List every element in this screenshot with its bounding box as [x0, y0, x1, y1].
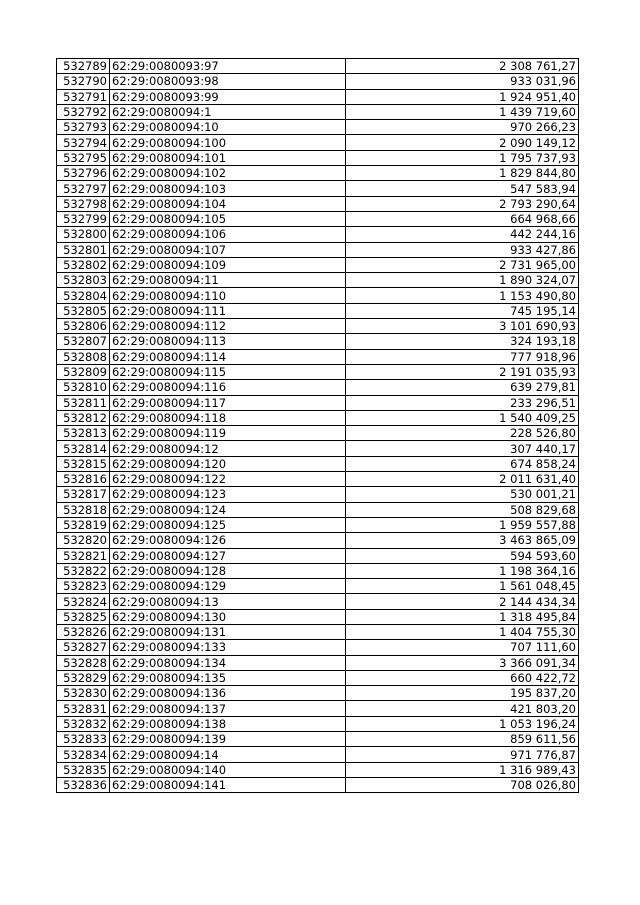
cadastral-value-cell: 674 858,24: [346, 456, 579, 471]
table-row: [57, 319, 579, 334]
table-row: [57, 716, 579, 731]
row-number-cell: 532819: [57, 517, 110, 532]
cadastral-number-cell: 62:29:0080094:13: [110, 594, 346, 609]
table-row: [57, 686, 579, 701]
table-row: [57, 273, 579, 288]
row-number-cell: 532815: [57, 456, 110, 471]
table-row: [57, 89, 579, 104]
cadastral-value-cell: 530 001,21: [346, 487, 579, 502]
row-number-cell: 532804: [57, 288, 110, 303]
cadastral-value-cell: 2 793 290,64: [346, 196, 579, 211]
row-number-cell: 532793: [57, 120, 110, 135]
table-row: [57, 426, 579, 441]
cadastral-number-cell: 62:29:0080094:123: [110, 487, 346, 502]
cadastral-number-cell: 62:29:0080094:138: [110, 716, 346, 731]
cadastral-number-cell: 62:29:0080094:117: [110, 395, 346, 410]
cadastral-value-cell: 547 583,94: [346, 181, 579, 196]
table-row: [57, 211, 579, 226]
cadastral-number-cell: 62:29:0080094:107: [110, 242, 346, 257]
cadastral-value-cell: 639 279,81: [346, 380, 579, 395]
row-number-cell: 532824: [57, 594, 110, 609]
table-row: [57, 670, 579, 685]
row-number-cell: 532832: [57, 716, 110, 731]
table-row: [57, 74, 579, 89]
row-number-cell: 532816: [57, 472, 110, 487]
table-row: [57, 59, 579, 74]
row-number-cell: 532799: [57, 211, 110, 226]
cadastral-number-cell: 62:29:0080094:133: [110, 640, 346, 655]
cadastral-number-cell: 62:29:0080093:98: [110, 74, 346, 89]
row-number-cell: 532831: [57, 701, 110, 716]
table-row: [57, 104, 579, 119]
cadastral-number-cell: 62:29:0080094:139: [110, 732, 346, 747]
row-number-cell: 532798: [57, 196, 110, 211]
cadastral-value-cell: 708 026,80: [346, 777, 579, 792]
cadastral-value-cell: 2 191 035,93: [346, 364, 579, 379]
row-number-cell: 532796: [57, 166, 110, 181]
cadastral-value-cell: 707 111,60: [346, 640, 579, 655]
row-number-cell: 532806: [57, 319, 110, 334]
cadastral-number-cell: 62:29:0080094:140: [110, 762, 346, 777]
cadastral-value-cell: 508 829,68: [346, 502, 579, 517]
row-number-cell: 532821: [57, 548, 110, 563]
row-number-cell: 532833: [57, 732, 110, 747]
cadastral-value-cell: 421 803,20: [346, 701, 579, 716]
cadastral-value-cell: 3 366 091,34: [346, 655, 579, 670]
cadastral-number-cell: 62:29:0080094:11: [110, 273, 346, 288]
table-row: [57, 410, 579, 425]
cadastral-number-cell: 62:29:0080094:128: [110, 563, 346, 578]
row-number-cell: 532825: [57, 609, 110, 624]
table-row: [57, 120, 579, 135]
row-number-cell: 532809: [57, 364, 110, 379]
row-number-cell: 532792: [57, 104, 110, 119]
cadastral-value-cell: 1 404 755,30: [346, 624, 579, 639]
cadastral-value-cell: 1 053 196,24: [346, 716, 579, 731]
row-number-cell: 532822: [57, 563, 110, 578]
cadastral-value-cell: 664 968,66: [346, 211, 579, 226]
cadastral-value-cell: 1 318 495,84: [346, 609, 579, 624]
table-row: [57, 242, 579, 257]
cadastral-value-cell: 933 427,86: [346, 242, 579, 257]
table-row: [57, 257, 579, 272]
table-row: [57, 609, 579, 624]
row-number-cell: 532789: [57, 59, 110, 74]
cadastral-value-cell: 233 296,51: [346, 395, 579, 410]
table-row: [57, 701, 579, 716]
table-row: [57, 334, 579, 349]
cadastral-value-cell: 971 776,87: [346, 747, 579, 762]
row-number-cell: 532817: [57, 487, 110, 502]
cadastral-number-cell: 62:29:0080094:106: [110, 227, 346, 242]
row-number-cell: 532818: [57, 502, 110, 517]
cadastral-value-cell: 3 463 865,09: [346, 533, 579, 548]
cadastral-number-cell: 62:29:0080094:129: [110, 579, 346, 594]
cadastral-value-cell: 1 439 719,60: [346, 104, 579, 119]
cadastral-value-cell: 594 593,60: [346, 548, 579, 563]
cadastral-value-cell: 777 918,96: [346, 349, 579, 364]
table-row: [57, 533, 579, 548]
table-row: [57, 166, 579, 181]
cadastral-number-cell: 62:29:0080094:104: [110, 196, 346, 211]
cadastral-number-cell: 62:29:0080094:100: [110, 135, 346, 150]
cadastral-value-cell: 859 611,56: [346, 732, 579, 747]
table-row: [57, 563, 579, 578]
cadastral-number-cell: 62:29:0080094:14: [110, 747, 346, 762]
table-row: [57, 135, 579, 150]
cadastral-value-cell: 307 440,17: [346, 441, 579, 456]
table-row: [57, 502, 579, 517]
row-number-cell: 532797: [57, 181, 110, 196]
row-number-cell: 532820: [57, 533, 110, 548]
cadastral-number-cell: 62:29:0080094:111: [110, 303, 346, 318]
cadastral-value-cell: 2 144 434,34: [346, 594, 579, 609]
row-number-cell: 532800: [57, 227, 110, 242]
row-number-cell: 532835: [57, 762, 110, 777]
cadastral-number-cell: 62:29:0080094:12: [110, 441, 346, 456]
row-number-cell: 532791: [57, 89, 110, 104]
table-row: [57, 472, 579, 487]
row-number-cell: 532814: [57, 441, 110, 456]
cadastral-number-cell: 62:29:0080094:103: [110, 181, 346, 196]
table-row: [57, 777, 579, 792]
cadastral-number-cell: 62:29:0080093:99: [110, 89, 346, 104]
row-number-cell: 532812: [57, 410, 110, 425]
row-number-cell: 532795: [57, 150, 110, 165]
cadastral-value-cell: 324 193,18: [346, 334, 579, 349]
row-number-cell: 532794: [57, 135, 110, 150]
cadastral-value-cell: 2 308 761,27: [346, 59, 579, 74]
table-row: [57, 487, 579, 502]
row-number-cell: 532790: [57, 74, 110, 89]
table-row: [57, 655, 579, 670]
cadastral-value-cell: 2 731 965,00: [346, 257, 579, 272]
cadastral-value-cell: 1 561 048,45: [346, 579, 579, 594]
cadastral-number-cell: 62:29:0080094:131: [110, 624, 346, 639]
cadastral-value-cell: 970 266,23: [346, 120, 579, 135]
row-number-cell: 532826: [57, 624, 110, 639]
table-row: [57, 579, 579, 594]
cadastral-number-cell: 62:29:0080094:124: [110, 502, 346, 517]
cadastral-value-cell: 2 090 149,12: [346, 135, 579, 150]
cadastral-number-cell: 62:29:0080094:112: [110, 319, 346, 334]
cadastral-number-cell: 62:29:0080094:122: [110, 472, 346, 487]
table-row: [57, 762, 579, 777]
cadastral-value-cell: 660 422,72: [346, 670, 579, 685]
table-row: [57, 196, 579, 211]
cadastral-value-cell: 1 153 490,80: [346, 288, 579, 303]
table-row: [57, 303, 579, 318]
table-row: [57, 395, 579, 410]
cadastral-number-cell: 62:29:0080094:10: [110, 120, 346, 135]
cadastral-number-cell: 62:29:0080094:1: [110, 104, 346, 119]
table-row: [57, 441, 579, 456]
table-row: [57, 624, 579, 639]
cadastral-value-cell: 1 924 951,40: [346, 89, 579, 104]
cadastral-value-cell: 1 959 557,88: [346, 517, 579, 532]
cadastral-number-cell: 62:29:0080094:126: [110, 533, 346, 548]
table-row: [57, 181, 579, 196]
row-number-cell: 532836: [57, 777, 110, 792]
row-number-cell: 532801: [57, 242, 110, 257]
cadastral-value-cell: 195 837,20: [346, 686, 579, 701]
cadastral-number-cell: 62:29:0080094:114: [110, 349, 346, 364]
table-row: [57, 456, 579, 471]
table-row: [57, 640, 579, 655]
cadastral-value-cell: 442 244,16: [346, 227, 579, 242]
row-number-cell: 532830: [57, 686, 110, 701]
cadastral-value-cell: 1 198 364,16: [346, 563, 579, 578]
cadastral-number-cell: 62:29:0080094:125: [110, 517, 346, 532]
cadastral-value-table: [56, 58, 579, 793]
row-number-cell: 532807: [57, 334, 110, 349]
row-number-cell: 532828: [57, 655, 110, 670]
table-body: [57, 59, 579, 793]
cadastral-number-cell: 62:29:0080094:105: [110, 211, 346, 226]
cadastral-number-cell: 62:29:0080094:110: [110, 288, 346, 303]
cadastral-number-cell: 62:29:0080094:135: [110, 670, 346, 685]
cadastral-number-cell: 62:29:0080094:130: [110, 609, 346, 624]
cadastral-number-cell: 62:29:0080094:113: [110, 334, 346, 349]
table-row: [57, 364, 579, 379]
cadastral-value-cell: 3 101 690,93: [346, 319, 579, 334]
row-number-cell: 532802: [57, 257, 110, 272]
cadastral-value-cell: 1 890 324,07: [346, 273, 579, 288]
row-number-cell: 532834: [57, 747, 110, 762]
cadastral-number-cell: 62:29:0080094:109: [110, 257, 346, 272]
cadastral-value-cell: 1 795 737,93: [346, 150, 579, 165]
cadastral-number-cell: 62:29:0080094:120: [110, 456, 346, 471]
table-row: [57, 288, 579, 303]
cadastral-number-cell: 62:29:0080094:115: [110, 364, 346, 379]
table-row: [57, 150, 579, 165]
table-row: [57, 732, 579, 747]
table-row: [57, 548, 579, 563]
cadastral-number-cell: 62:29:0080094:136: [110, 686, 346, 701]
cadastral-value-cell: 1 316 989,43: [346, 762, 579, 777]
row-number-cell: 532829: [57, 670, 110, 685]
cadastral-value-cell: 228 526,80: [346, 426, 579, 441]
cadastral-value-cell: 745 195,14: [346, 303, 579, 318]
table-row: [57, 594, 579, 609]
cadastral-value-cell: 933 031,96: [346, 74, 579, 89]
cadastral-value-cell: 1 829 844,80: [346, 166, 579, 181]
cadastral-number-cell: 62:29:0080094:141: [110, 777, 346, 792]
table-row: [57, 517, 579, 532]
cadastral-value-cell: 2 011 631,40: [346, 472, 579, 487]
row-number-cell: 532813: [57, 426, 110, 441]
cadastral-number-cell: 62:29:0080094:119: [110, 426, 346, 441]
row-number-cell: 532823: [57, 579, 110, 594]
row-number-cell: 532810: [57, 380, 110, 395]
cadastral-number-cell: 62:29:0080094:134: [110, 655, 346, 670]
row-number-cell: 532808: [57, 349, 110, 364]
row-number-cell: 532811: [57, 395, 110, 410]
cadastral-number-cell: 62:29:0080094:137: [110, 701, 346, 716]
row-number-cell: 532803: [57, 273, 110, 288]
table-row: [57, 747, 579, 762]
cadastral-number-cell: 62:29:0080094:101: [110, 150, 346, 165]
table-row: [57, 227, 579, 242]
cadastral-number-cell: 62:29:0080094:116: [110, 380, 346, 395]
cadastral-value-cell: 1 540 409,25: [346, 410, 579, 425]
table-row: [57, 349, 579, 364]
cadastral-number-cell: 62:29:0080094:127: [110, 548, 346, 563]
cadastral-number-cell: 62:29:0080094:118: [110, 410, 346, 425]
row-number-cell: 532827: [57, 640, 110, 655]
table-row: [57, 380, 579, 395]
cadastral-number-cell: 62:29:0080094:102: [110, 166, 346, 181]
cadastral-number-cell: 62:29:0080093:97: [110, 59, 346, 74]
row-number-cell: 532805: [57, 303, 110, 318]
